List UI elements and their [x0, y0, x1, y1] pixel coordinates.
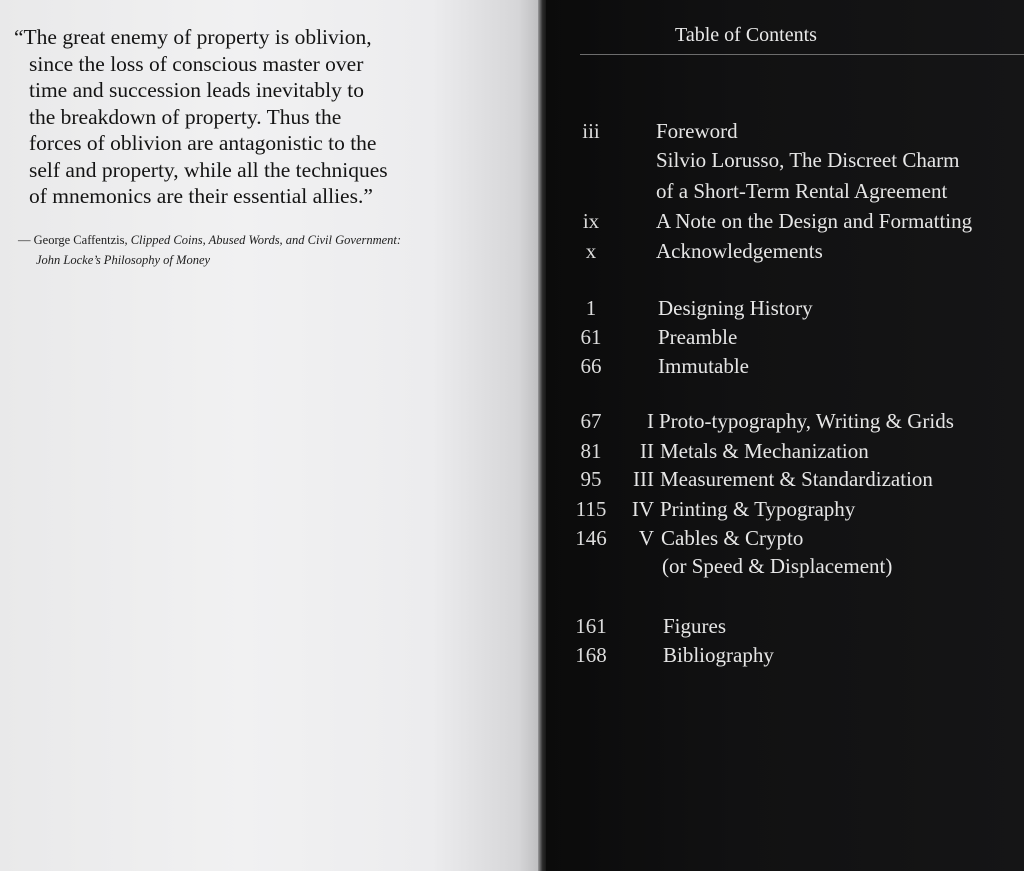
quote-line: “The great enemy of property is oblivion, — [14, 25, 372, 49]
toc-entry — [546, 612, 1024, 640]
toc-chapter-entry — [546, 495, 1024, 523]
toc-entry — [546, 294, 1024, 322]
toc-chapter-entry — [546, 437, 1024, 465]
toc-entry-label: Designing History — [658, 296, 813, 320]
toc-entry-label: Proto-typography, Writing & Grids — [659, 409, 954, 433]
toc-entry-label: Silvio Lorusso, The Discreet Charm — [656, 148, 960, 172]
toc-entry-label: Bibliography — [663, 643, 774, 667]
quote-line: since the loss of conscious master over — [29, 51, 364, 76]
quote-line: time and succession leads inevitably to — [29, 78, 364, 102]
toc-entry — [546, 146, 1024, 174]
toc-divider — [580, 54, 1024, 55]
toc-entry — [546, 207, 1024, 235]
toc-page-number: 66 — [580, 354, 602, 378]
toc-page-number: 67 — [580, 409, 602, 433]
toc-page-number: ix — [582, 209, 600, 233]
toc-entry-label: Acknowledgements — [656, 239, 823, 263]
right-page — [546, 0, 1024, 871]
toc-page-number: 61 — [580, 325, 602, 349]
citation-title: John Locke’s Philosophy of Money — [36, 253, 211, 267]
toc-chapter-entry — [546, 407, 1024, 435]
toc-entry-label: A Note on the Design and Formatting — [656, 209, 973, 233]
toc-entry — [546, 237, 1024, 265]
toc-page-number: 95 — [580, 467, 602, 491]
toc-chapter-numeral: IV — [631, 497, 654, 521]
toc-entry — [546, 352, 1024, 380]
toc-page-number: 161 — [575, 614, 607, 638]
toc-entry-label: Foreword — [656, 119, 738, 143]
toc-entry-continuation — [546, 552, 1024, 580]
citation-line — [18, 250, 518, 270]
toc-chapter-entry — [546, 465, 1024, 493]
quote-line: self and property, while all the techniques — [29, 157, 388, 182]
toc-entry — [546, 323, 1024, 351]
toc-page-number: 146 — [575, 526, 607, 550]
toc-chapter-numeral: III — [633, 467, 654, 491]
toc-entry — [546, 177, 1024, 205]
citation-author: — George Caffentzis, — [18, 233, 131, 247]
toc-page-number: iii — [582, 119, 600, 143]
epigraph-citation — [18, 230, 518, 270]
toc-chapter-entry — [546, 524, 1024, 552]
toc-entry-label: Immutable — [658, 354, 749, 378]
toc-chapter-numeral: V — [638, 526, 654, 550]
toc-entry-label: of a Short-Term Rental Agreement — [656, 179, 948, 203]
toc-entry — [546, 117, 1024, 145]
epigraph-quote — [14, 24, 514, 210]
citation-line — [18, 230, 518, 250]
toc-title: Table of Contents — [675, 24, 817, 46]
toc-page-number: 81 — [580, 439, 602, 463]
toc-page-number: x — [585, 239, 597, 263]
toc-entry-label: Preamble — [658, 325, 738, 349]
toc-page-number: 168 — [575, 643, 607, 667]
toc-entry — [546, 641, 1024, 669]
quote-line: of mnemonics are their essential allies.” — [29, 184, 373, 208]
quote-line: forces of oblivion are antagonistic to the — [29, 131, 377, 155]
citation-title: Clipped Coins, Abused Words, and Civil Government: — [130, 233, 402, 247]
toc-entry-label: Figures — [663, 614, 726, 638]
toc-page-number: 1 — [585, 296, 597, 320]
toc-chapter-numeral: I — [647, 409, 654, 433]
toc-chapter-numeral: II — [640, 439, 654, 463]
toc-entry-label: Measurement & Standardization — [660, 467, 933, 491]
quote-line: the breakdown of property. Thus the — [29, 104, 342, 129]
toc-entry-label: Cables & Crypto — [661, 526, 804, 550]
toc-entry-label: Printing & Typography — [660, 497, 856, 521]
toc-page-number: 115 — [575, 497, 607, 521]
toc-entry-label: Metals & Mechanization — [660, 439, 869, 463]
toc-entry-label: (or Speed & Displacement) — [662, 554, 893, 578]
